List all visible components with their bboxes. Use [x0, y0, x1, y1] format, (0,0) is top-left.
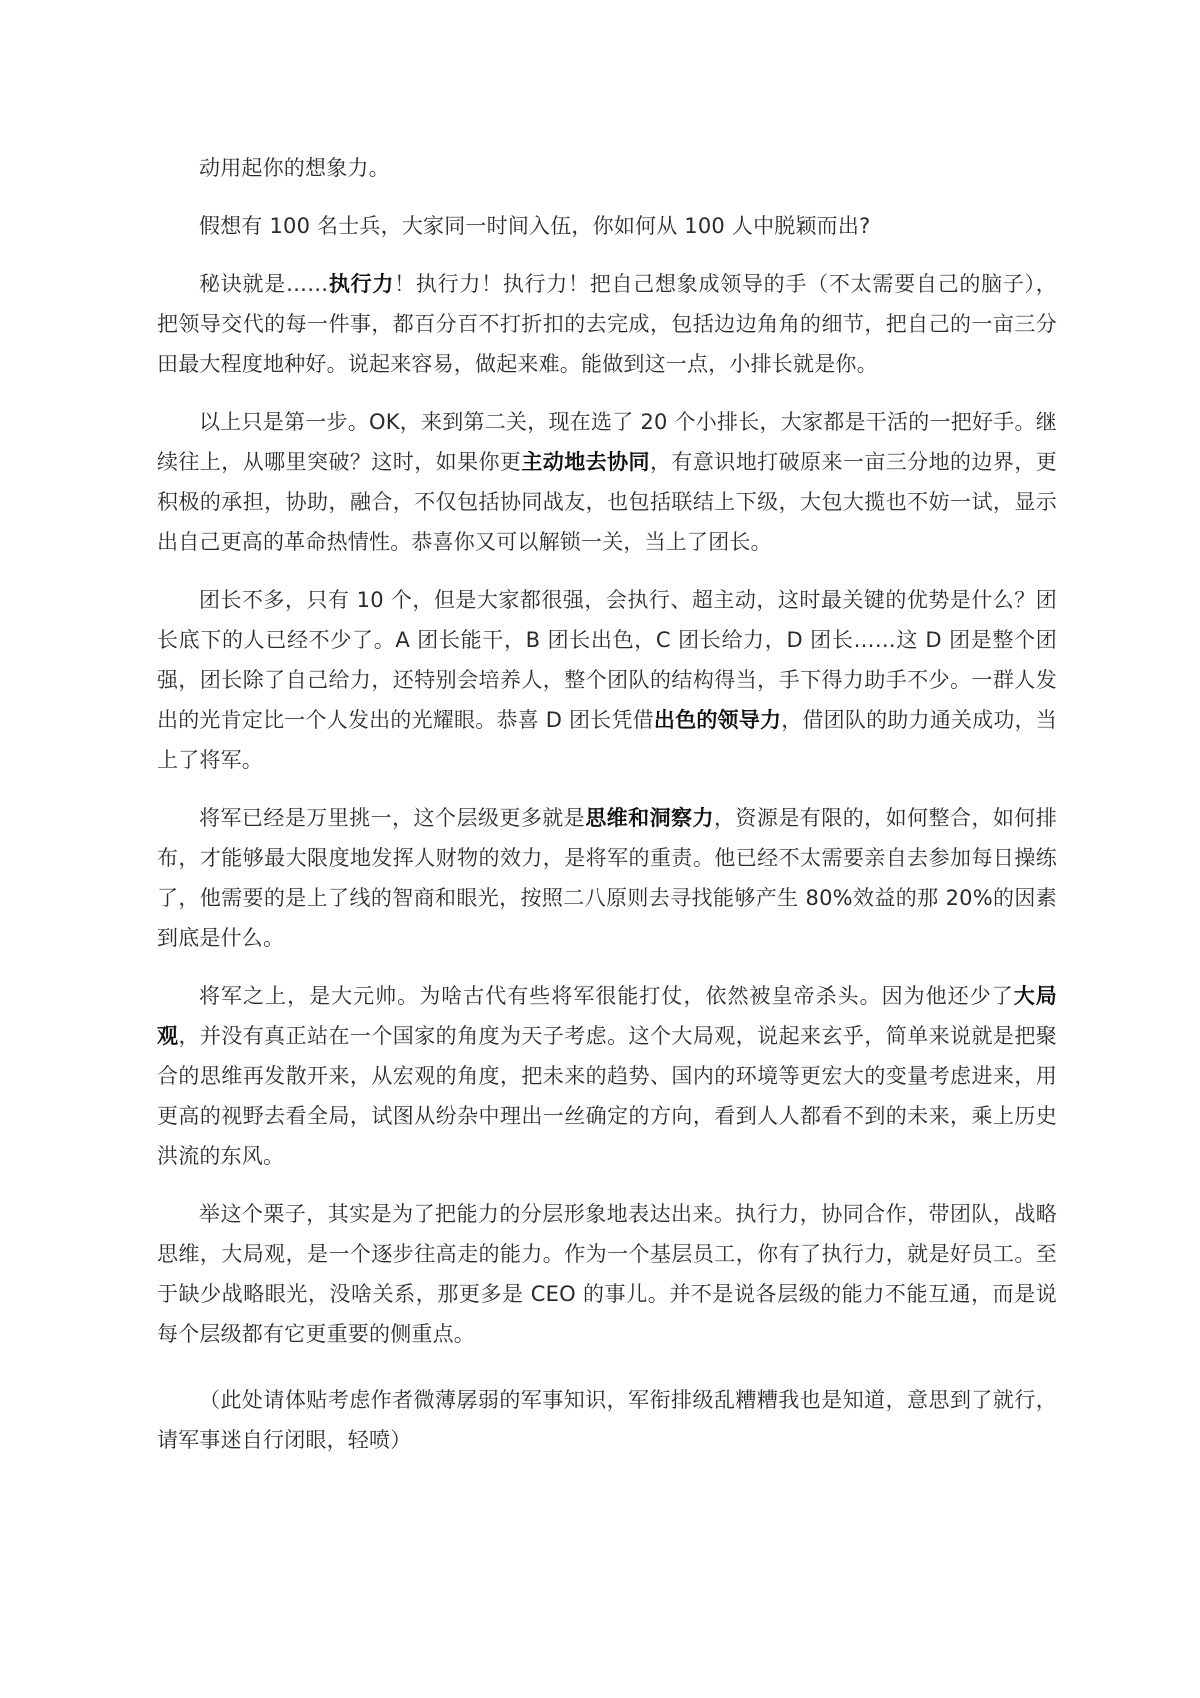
- paragraph-text: 动用起你的想象力。: [199, 156, 390, 180]
- paragraph-text: 团长不多，只有 10 个，但是大家都很强，会执行、超主动，这时最关键的优势是什么？团长底下的人已经不少了。A 团长能干，B 团长出色，C 团长给力，D 团长……这 D 团是整个团强，团长除了自己给力，还特别会培养人，整个团队的结构得当，手下得力助手不少。一群人发出的光肯定比一个人发出的光耀眼。恭喜 D 团长凭借: [157, 588, 1057, 732]
- paragraph-collaboration: [157, 402, 1057, 562]
- paragraph-text: ，有意识地打破原来一亩三分地的边界，更积极的承担，协助，融合，不仅包括协同战友，也包括联结上下级，大包大揽也不妨一试，显示出自己更高的革命热情性。恭喜你又可以解锁一关，当上了团长。: [157, 450, 1057, 554]
- paragraph-hundred-soldiers: [157, 206, 1057, 246]
- paragraph-imagination: [157, 148, 1057, 188]
- paragraph-text: ！执行力！执行力！把自己想象成领导的手（不太需要自己的脑子），把领导交代的每一件事，都百分百不打折扣的去完成，包括边边角角的细节，把自己的一亩三分田最大程度地种好。说起来容易，做起来难。能做到这一点，小排长就是你。: [157, 272, 1057, 376]
- paragraph-text: （此处请体贴考虑作者微薄孱弱的军事知识，军衔排级乱糟糟我也是知道，意思到了就行，请军事迷自行闭眼，轻喷）: [157, 1388, 1057, 1452]
- paragraph-text: ，资源是有限的，如何整合，如何排布，才能够最大限度地发挥人财物的效力，是将军的重责。他已经不太需要亲自去参加每日操练了，他需要的是上了线的智商和眼光，按照二八原则去寻找能够产生 80%效益的那 20%的因素到底是什么。: [157, 806, 1058, 950]
- bold-keyword-big-picture: 大局观: [157, 984, 1057, 1048]
- paragraph-execution: [157, 264, 1057, 384]
- bold-keyword-leadership: 出色的领导力: [653, 708, 782, 732]
- paragraph-author-note: [157, 1380, 1057, 1460]
- paragraph-text: 举这个栗子，其实是为了把能力的分层形象地表达出来。执行力，协同合作，带团队，战略思维，大局观，是一个逐步往高走的能力。作为一个基层员工，你有了执行力，就是好员工。至于缺少战略眼光，没啥关系，那更多是 CEO 的事儿。并不是说各层级的能力不能互通，而是说每个层级都有它更重要的侧重点。: [157, 1202, 1057, 1346]
- paragraph-text: ，借团队的助力通关成功，当上了将军。: [157, 708, 1057, 772]
- paragraph-summary: [157, 1194, 1057, 1354]
- paragraph-text: 假想有 100 名士兵，大家同一时间入伍，你如何从 100 人中脱颖而出?: [199, 214, 871, 238]
- paragraph-text: 将军已经是万里挑一，这个层级更多就是: [199, 806, 586, 830]
- paragraph-leadership: [157, 580, 1057, 780]
- bold-keyword-insight: 思维和洞察力: [585, 806, 714, 830]
- paragraph-text: ，并没有真正站在一个国家的角度为天子考虑。这个大局观，说起来玄乎，简单来说就是把聚合的思维再发散开来，从宏观的角度，把未来的趋势、国内的环境等更宏大的变量考虑进来，用更高的视野去看全局，试图从纷杂中理出一丝确定的方向，看到人人都看不到的未来，乘上历史洪流的东风。: [157, 1024, 1057, 1168]
- paragraph-text: 将军之上，是大元帅。为啥古代有些将军很能打仗，依然被皇帝杀头。因为他还少了: [199, 984, 1014, 1008]
- paragraph-text: 秘诀就是……: [199, 272, 329, 296]
- document-page: [157, 148, 1057, 1478]
- bold-keyword-execution: 执行力: [328, 272, 395, 296]
- paragraph-insight: [157, 798, 1057, 958]
- paragraph-big-picture: [157, 976, 1057, 1176]
- paragraph-text: 以上只是第一步。OK，来到第二关，现在选了 20 个小排长，大家都是干活的一把好手。继续往上，从哪里突破？这时，如果你更: [157, 410, 1057, 474]
- bold-keyword-collaboration: 主动地去协同: [521, 450, 650, 474]
